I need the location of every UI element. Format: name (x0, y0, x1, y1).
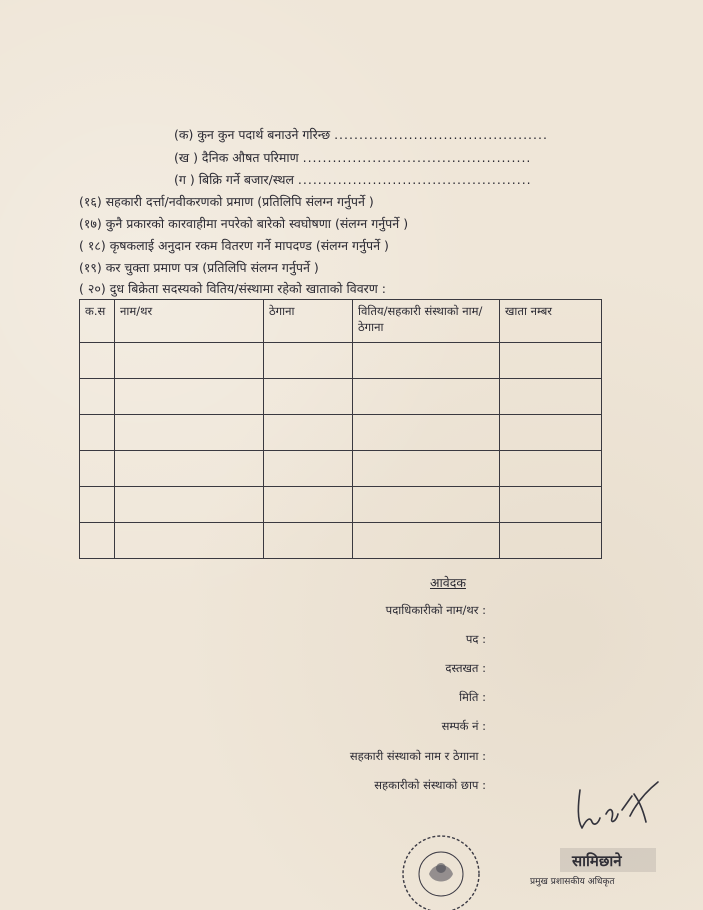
handwritten-signature (572, 770, 672, 840)
item-kha (174, 150, 531, 166)
table-cell (500, 451, 602, 487)
item-16: (१६) सहकारी दर्त्ता/नवीकरणको प्रमाण (प्रतिलिपि संलग्न गर्नुपर्ने ) (79, 194, 374, 209)
table-cell (115, 487, 264, 523)
item-ka-fill: ........................................... (334, 127, 548, 142)
table-cell (353, 451, 500, 487)
item-kha-fill: .............................................. (302, 150, 532, 165)
item-17: (१७) कुनै प्रकारको कारवाहीमा नपरेको बारेको स्वघोषणा (संलग्न गर्नुपर्ने ) (79, 216, 409, 231)
table-cell (500, 379, 602, 415)
col-account-number: खाता नम्बर (500, 300, 602, 343)
table-cell (80, 523, 115, 559)
col-serial: क.स (80, 300, 115, 343)
col-institution: वितिय/सहकारी संस्थाको नाम/ठेगाना (353, 300, 500, 343)
field-contact: सम्पर्क नं : (441, 719, 486, 733)
col-name: नाम/थर (115, 300, 264, 343)
table-cell (353, 379, 500, 415)
table-row (80, 487, 602, 523)
officer-name-stamp (530, 846, 660, 891)
table-cell (500, 415, 602, 451)
table-cell (353, 343, 500, 379)
svg-text:सामिछाने: सामिछाने (572, 852, 622, 870)
table-cell (353, 415, 500, 451)
table-header-row (80, 300, 602, 343)
table-cell (80, 487, 115, 523)
table-cell (80, 451, 115, 487)
item-ga-label: (ग ) बिक्रि गर्ने बजार/स्थल (174, 172, 294, 187)
item-ka-label: (क) कुन कुन पदार्थ बनाउने गरिन्छ (174, 127, 331, 142)
applicant-heading: आवेदक (430, 575, 466, 590)
table-row (80, 415, 602, 451)
field-coop-seal: सहकारीको संस्थाको छाप : (374, 778, 486, 792)
table-row (80, 451, 602, 487)
svg-text:प्रमुख प्रशासकीय अधिकृत: प्रमुख प्रशासकीय अधिकृत (530, 877, 615, 887)
table-cell (115, 451, 264, 487)
table-row (80, 523, 602, 559)
item-19: (१९) कर चुक्ता प्रमाण पत्र (प्रतिलिपि संलग्न गर्नुपर्ने ) (79, 260, 319, 275)
field-signature: दस्तखत : (445, 661, 486, 675)
field-officer-name: पदाधिकारीको नाम/थर : (385, 603, 486, 617)
account-details-table (79, 299, 602, 559)
item-18: ( १८) कृषकलाई अनुदान रकम वितरण गर्ने मापदण्ड (संलग्न गर्नुपर्ने ) (79, 238, 389, 253)
table-cell (115, 343, 264, 379)
table-cell (264, 451, 353, 487)
item-ka (174, 127, 548, 143)
table-cell (353, 487, 500, 523)
table-cell (500, 523, 602, 559)
table-cell (353, 523, 500, 559)
table-cell (80, 379, 115, 415)
table-cell (115, 415, 264, 451)
table-cell (264, 343, 353, 379)
table-cell (264, 379, 353, 415)
field-post: पद : (465, 632, 486, 646)
table-cell (115, 379, 264, 415)
table-row (80, 379, 602, 415)
table-cell (500, 487, 602, 523)
item-ga (174, 172, 532, 188)
item-ga-fill: ............................................... (297, 172, 532, 187)
table-cell (115, 523, 264, 559)
table-cell (264, 487, 353, 523)
table-cell (500, 343, 602, 379)
col-address: ठेगाना (264, 300, 353, 343)
table-cell (264, 523, 353, 559)
item-kha-label: (ख ) दैनिक औषत परिमाण (174, 150, 299, 165)
field-date: मिति : (459, 690, 486, 704)
item-20: ( २०) दुध बिक्रेता सदस्यको वितिय/संस्थामा रहेको खाताको विवरण : (79, 281, 386, 296)
field-coop-name-address: सहकारी संस्थाको नाम र ठेगाना : (349, 749, 486, 763)
table-cell (80, 343, 115, 379)
round-seal-stamp (383, 830, 503, 910)
table-row (80, 343, 602, 379)
table-cell (264, 415, 353, 451)
table-cell (80, 415, 115, 451)
